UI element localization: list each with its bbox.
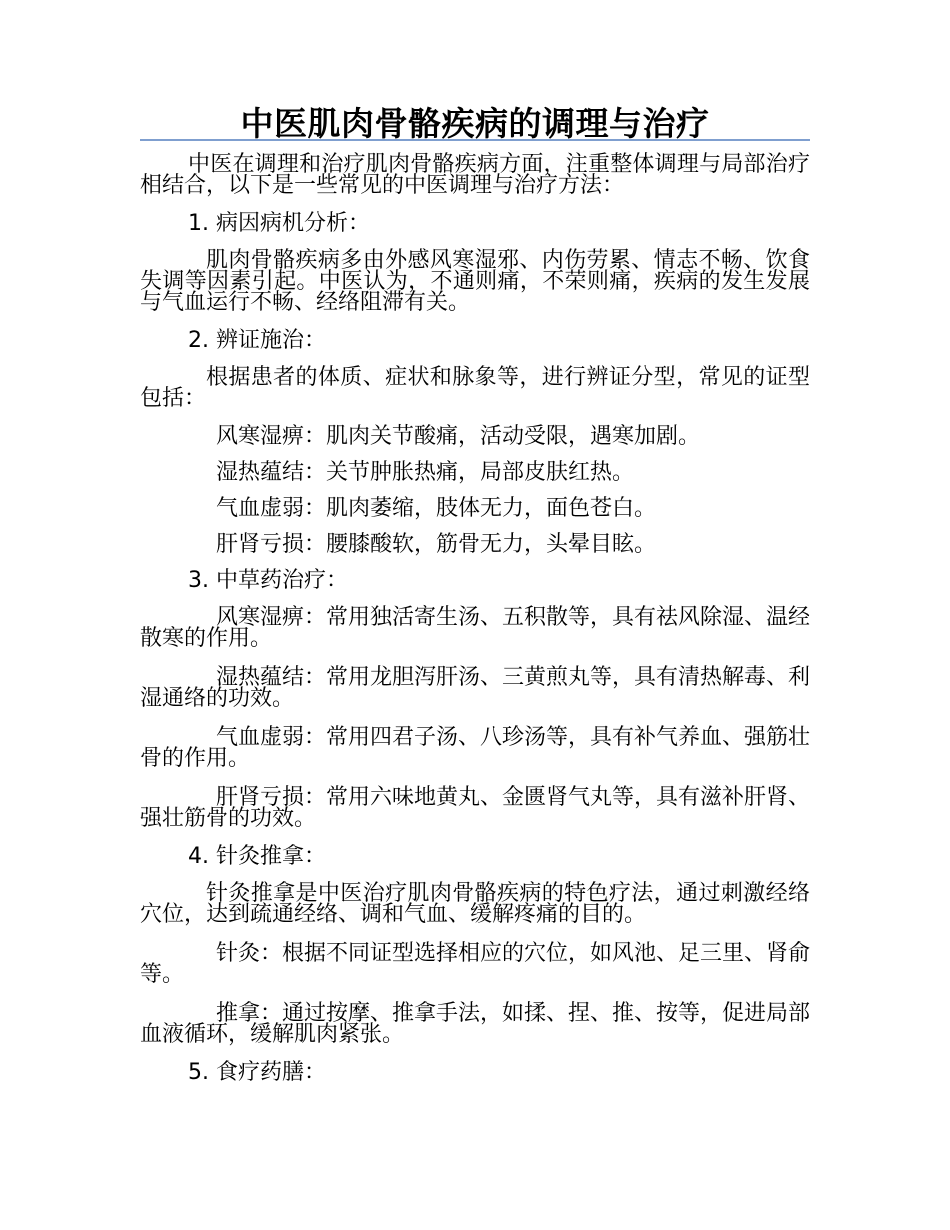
section-heading-herbal: 3. 中草药治疗： — [188, 568, 348, 593]
section-heading-cause: 1. 病因病机分析： — [188, 211, 370, 236]
title-underline — [140, 139, 810, 141]
section-heading-diagnosis: 2. 辨证施治： — [188, 328, 326, 353]
document-title: 中医肌肉骨骼疾病的调理与治疗 — [240, 104, 710, 143]
acupuncture-paragraph: 针灸推拿是中医治疗肌肉骨骼疾病的特色疗法，通过刺激经络穴位，达到疏通经络、调和气血、缓解疼痛的目的。 — [140, 881, 810, 927]
document-body — [140, 154, 810, 1099]
acupuncture-item: 针灸：根据不同证型选择相应的穴位，如风池、足三里、肾俞等。 — [140, 941, 811, 987]
herbal-item: 气血虚弱：常用四君子汤、八珍汤等，具有补气养血、强筋壮骨的作用。 — [140, 725, 811, 771]
cause-paragraph: 肌肉骨骼疾病多由外感风寒湿邪、内伤劳累、情志不畅、饮食失调等因素引起。中医认为，不通则痛，不荣则痛，疾病的发生发展与气血运行不畅、经络阻滞有关。 — [140, 248, 810, 315]
intro-paragraph: 中医在调理和治疗肌肉骨骼疾病方面，注重整体调理与局部治疗相结合，以下是一些常见的中医调理与治疗方法： — [140, 152, 810, 198]
diagnosis-paragraph: 根据患者的体质、症状和脉象等，进行辨证分型，常见的证型包括： — [140, 365, 810, 411]
syndrome-type: 气血虚弱：肌肉萎缩，肢体无力，面色苍白。 — [216, 496, 657, 521]
acupuncture-item: 推拿：通过按摩、推拿手法，如揉、捏、推、按等，促进局部血液循环，缓解肌肉紧张。 — [140, 1001, 811, 1047]
herbal-item: 风寒湿痹：常用独活寄生汤、五积散等，具有祛风除湿、温经散寒的作用。 — [140, 605, 811, 651]
herbal-item: 肝肾亏损：常用六味地黄丸、金匮肾气丸等，具有滋补肝肾、强壮筋骨的功效。 — [140, 785, 811, 831]
section-heading-acupuncture: 4. 针灸推拿： — [188, 844, 326, 869]
syndrome-type: 肝肾亏损：腰膝酸软，筋骨无力，头晕目眩。 — [216, 532, 657, 557]
syndrome-type: 湿热蕴结：关节肿胀热痛，局部皮肤红热。 — [216, 460, 635, 485]
section-heading-diet: 5. 食疗药膳： — [188, 1060, 326, 1085]
syndrome-type: 风寒湿痹：肌肉关节酸痛，活动受限，遇寒加剧。 — [216, 424, 701, 449]
herbal-item: 湿热蕴结：常用龙胆泻肝汤、三黄煎丸等，具有清热解毒、利湿通络的功效。 — [140, 665, 811, 711]
